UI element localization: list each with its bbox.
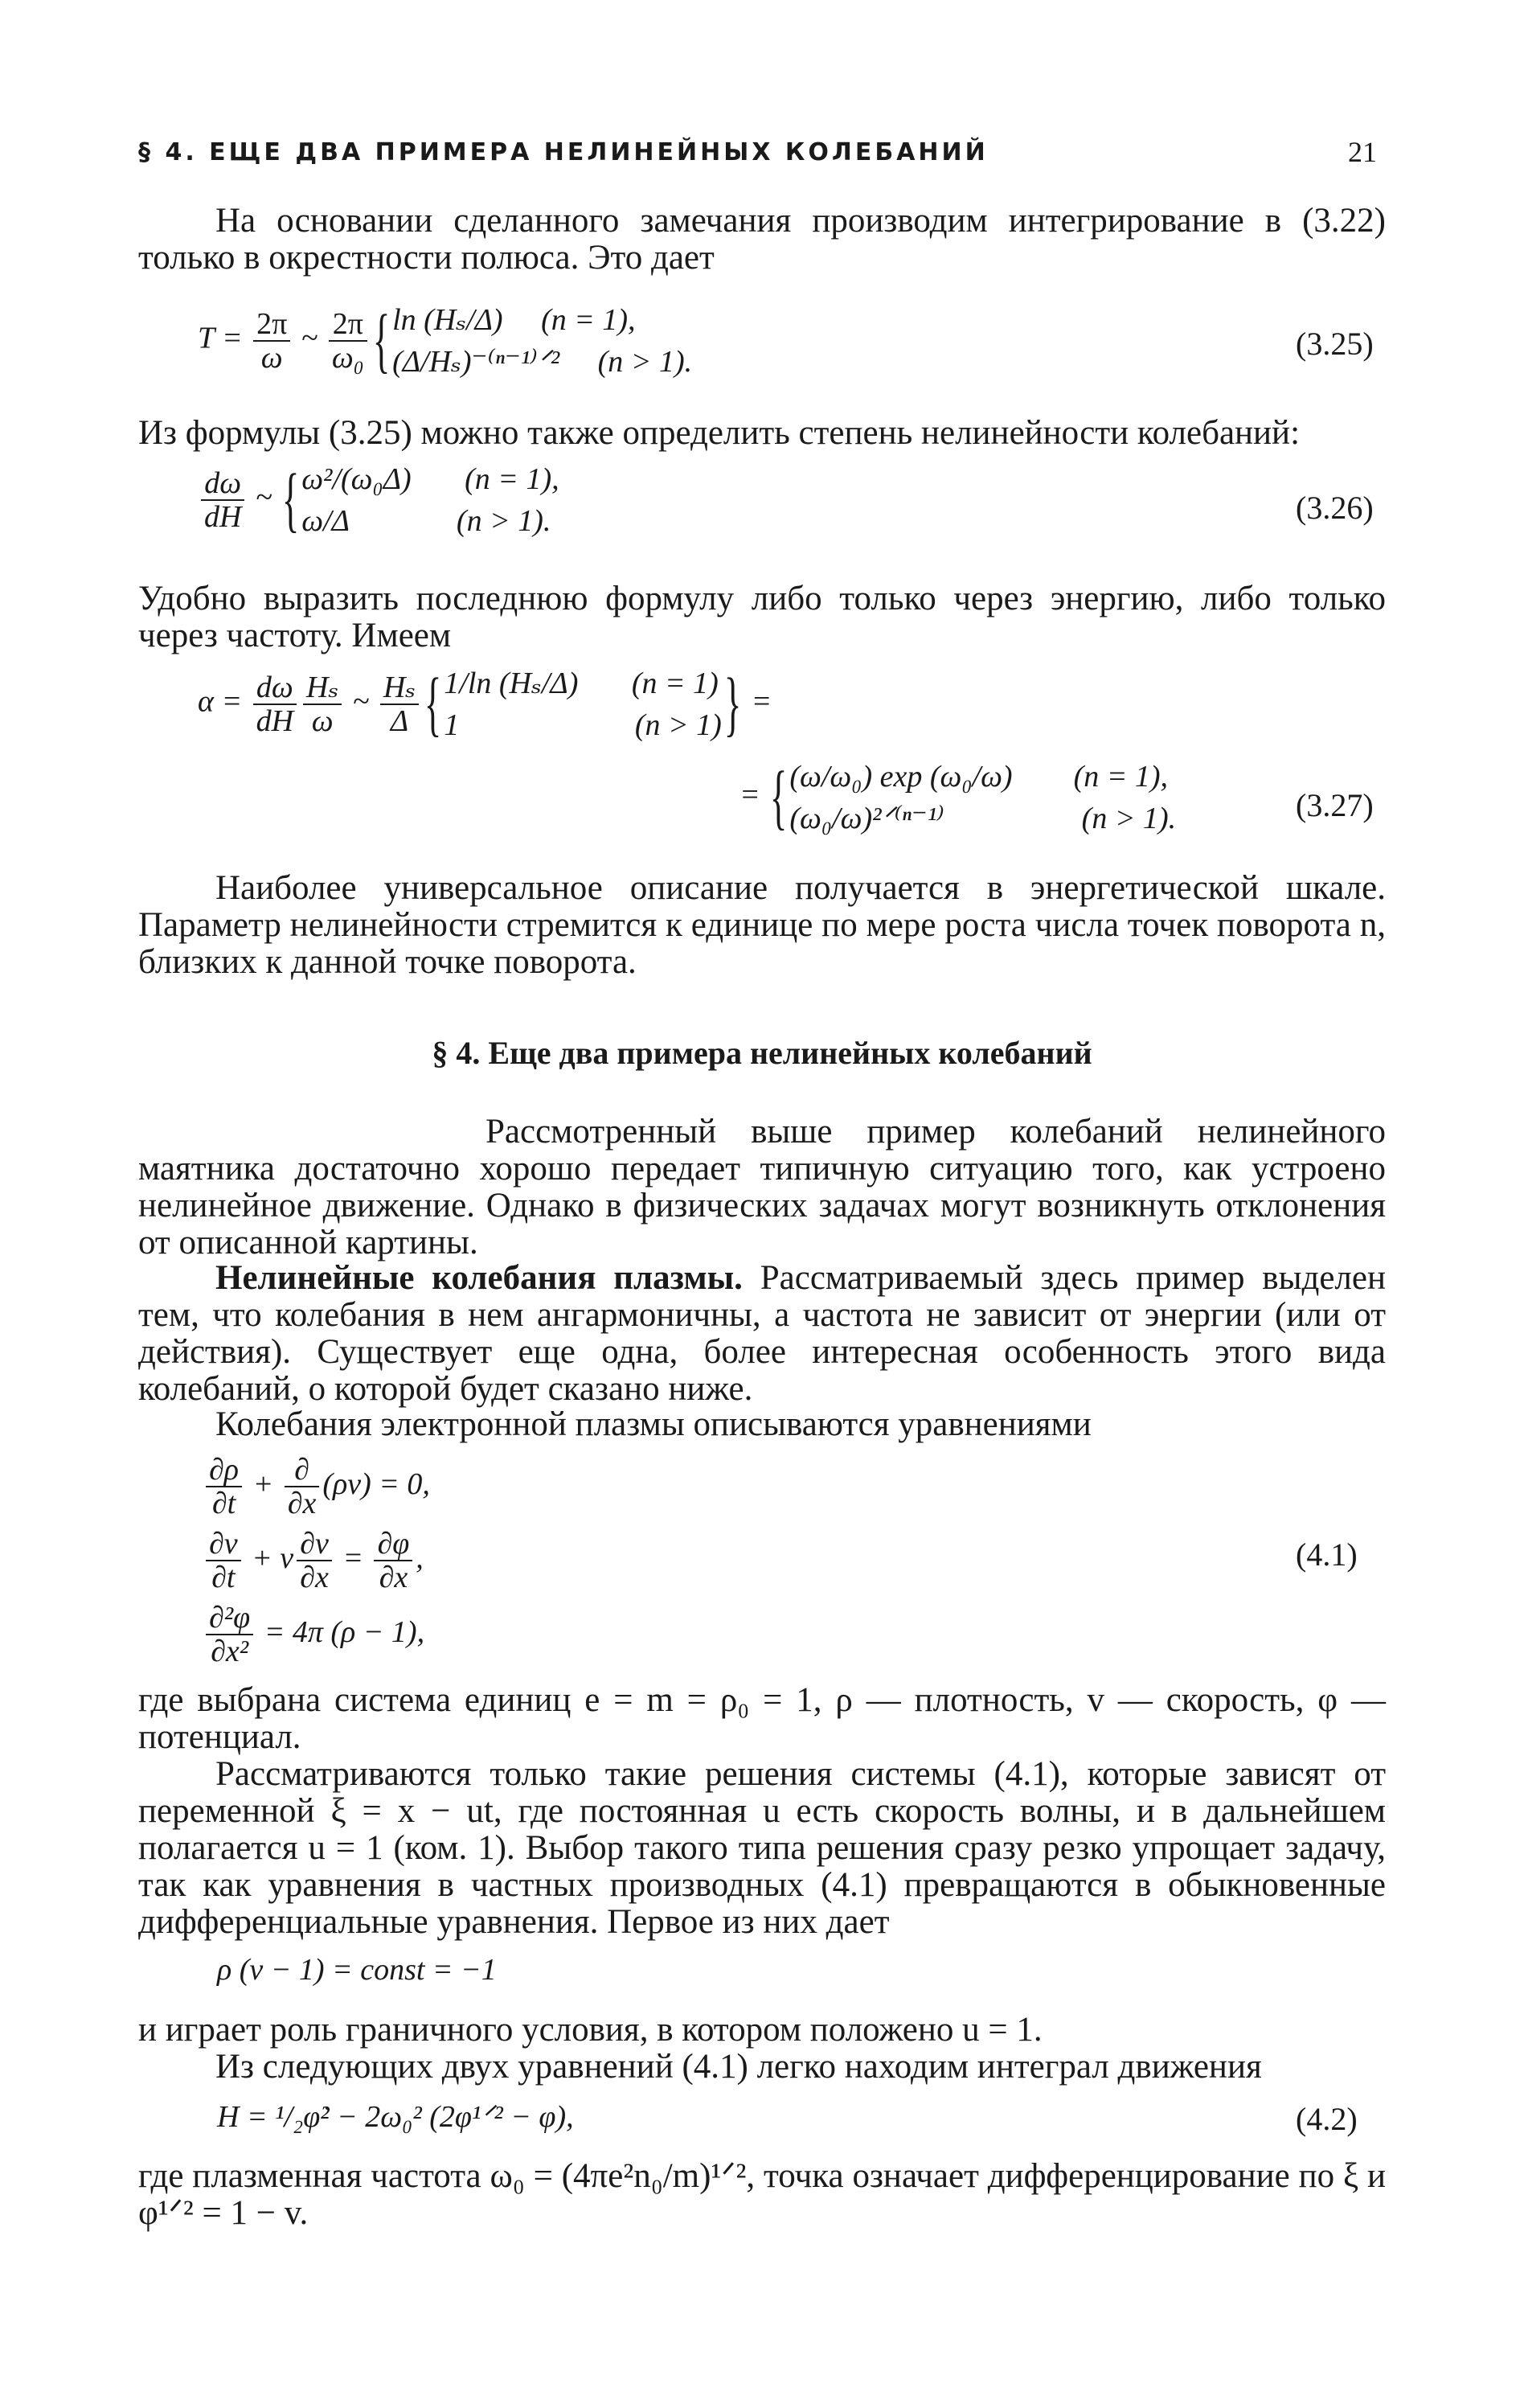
paragraph-7: Колебания электронной плазмы описываются уравнениями (215, 1405, 1092, 1443)
paragraph-6-lead: Нелинейные колебания плазмы. (215, 1259, 743, 1297)
equation-tag-4-1: (4.1) (1296, 1536, 1358, 1573)
equation-const: ρ (v − 1) = const = −1 (217, 1953, 497, 1987)
paragraph-6-text: Рассматриваемый здесь пример выделен тем, что колебания в нем ангармоничны, а частота не зависит от энергии (или от действия). Существует еще одна, более интересная особенность этого вида колебаний, о которой будет сказано ниже. (138, 1259, 1386, 1408)
page-number: 21 (1348, 136, 1377, 168)
equation-3-27-line1: α = $\frac{d\omega}{dH}$ $\frac{\text{Hₛ}}{\omega}$ ~ $\frac{\text{Hₛ}}{\Delta}$ {1/ln (Hₛ/Δ) (n = 1) 1 (n > 1)} = (198, 664, 772, 744)
equation-3-26: $\frac{d\omega}{dH}$ ~ {ω²/(ω₀Δ) (n = 1), ω/Δ (n > 1). (198, 458, 559, 542)
paragraph-1: На основании сделанного замечания производим интегрирование в (3.22) только в окрестности полюса. Это дает (138, 202, 1386, 277)
paragraph-4: Наиболее универсальное описание получается в энергетической шкале. Параметр нелинейности стремится к единице по мере роста числа точек поворота n, близких к данной точке поворота. (138, 869, 1386, 981)
paragraph-12: где плазменная частота ω₀ = (4πe²n₀/m)¹ᐟ², точка означает дифференцирование по ξ и φ¹ᐟ² = 1 − v. (138, 2157, 1386, 2232)
equation-tag-3-27: (3.27) (1296, 787, 1374, 823)
paragraph-10: и играет роль граничного условия, в котором положено u = 1. (138, 2011, 1043, 2049)
paragraph-8: где выбрана система единиц e = m = ρ₀ = 1, ρ — плотность, v — скорость, φ — потенциал. (138, 1681, 1386, 1756)
equation-3-27-line2: = {(ω/ω₀) exp (ω₀/ω) (n = 1), (ω₀/ω)²ᐟ⁽ⁿ⁻¹⁾ (n > 1). (739, 757, 1177, 837)
section-heading: § 4. Еще два примера нелинейных колебаний (432, 1035, 1092, 1071)
equation-tag-3-25: (3.25) (1296, 326, 1374, 362)
equation-tag-3-26: (3.26) (1296, 490, 1374, 526)
running-head: § 4. ЕЩЕ ДВА ПРИМЕРА НЕЛИНЕЙНЫХ КОЛЕБАНИЙ (138, 138, 989, 166)
paragraph-11: Из следующих двух уравнений (4.1) легко находим интеграл движения (215, 2048, 1262, 2086)
equation-3-25: T = $\frac{2\pi}{\omega}$ ~ $\frac{2\pi}{\text{ω₀}}$ {ln (Hₛ/Δ) (n = 1), (Δ/Hₛ)⁻⁽ⁿ⁻¹⁾ᐟ² (n > 1). (198, 301, 693, 380)
equation-tag-4-2: (4.2) (1296, 2101, 1358, 2137)
paragraph-6 (138, 1260, 1386, 1408)
paragraph-9: Рассматриваются только такие решения системы (4.1), которые зависят от переменной ξ = x − ut, где постоянная u есть скорость волны, и в дальнейшем полагается u = 1 (ком. 1). Выбор такого типа решения сразу резко упрощает задачу, так как уравнения в частных производных (4.1) превращаются в обыкновенные дифференциальные уравнения. Первое из них дает (138, 1755, 1386, 1941)
equation-4-2: H = ¹/₂φ̇² − 2ω₀² (2φ¹ᐟ² − φ), (217, 2100, 574, 2134)
paragraph-3: Удобно выразить последнюю формулу либо только через энергию, либо только через частоту. Имеем (138, 580, 1386, 654)
paragraph-5: Рассмотренный выше пример колебаний нелинейного маятника достаточно хорошо передает типичную ситуацию того, как устроено нелинейное движение. Однако в физических задачах могут возникнуть отклонения от описанной картины. (138, 1113, 1386, 1261)
equation-4-1: $\frac{\partial\rho}{\partial t}$ + $\frac{\partial}{\partial x}$ (ρv) = 0, $\frac{\partial v}{\partial t}$ + v $\frac{\partial v}{\partial x}$ = $\frac{\partial\varphi}{\partial x}$ , $\frac{\text{∂²φ}}{\text{∂x²}}$ = 4π (ρ − 1), (203, 1447, 430, 1669)
paragraph-2: Из формулы (3.25) можно также определить степень нелинейности колебаний: (138, 414, 1301, 452)
